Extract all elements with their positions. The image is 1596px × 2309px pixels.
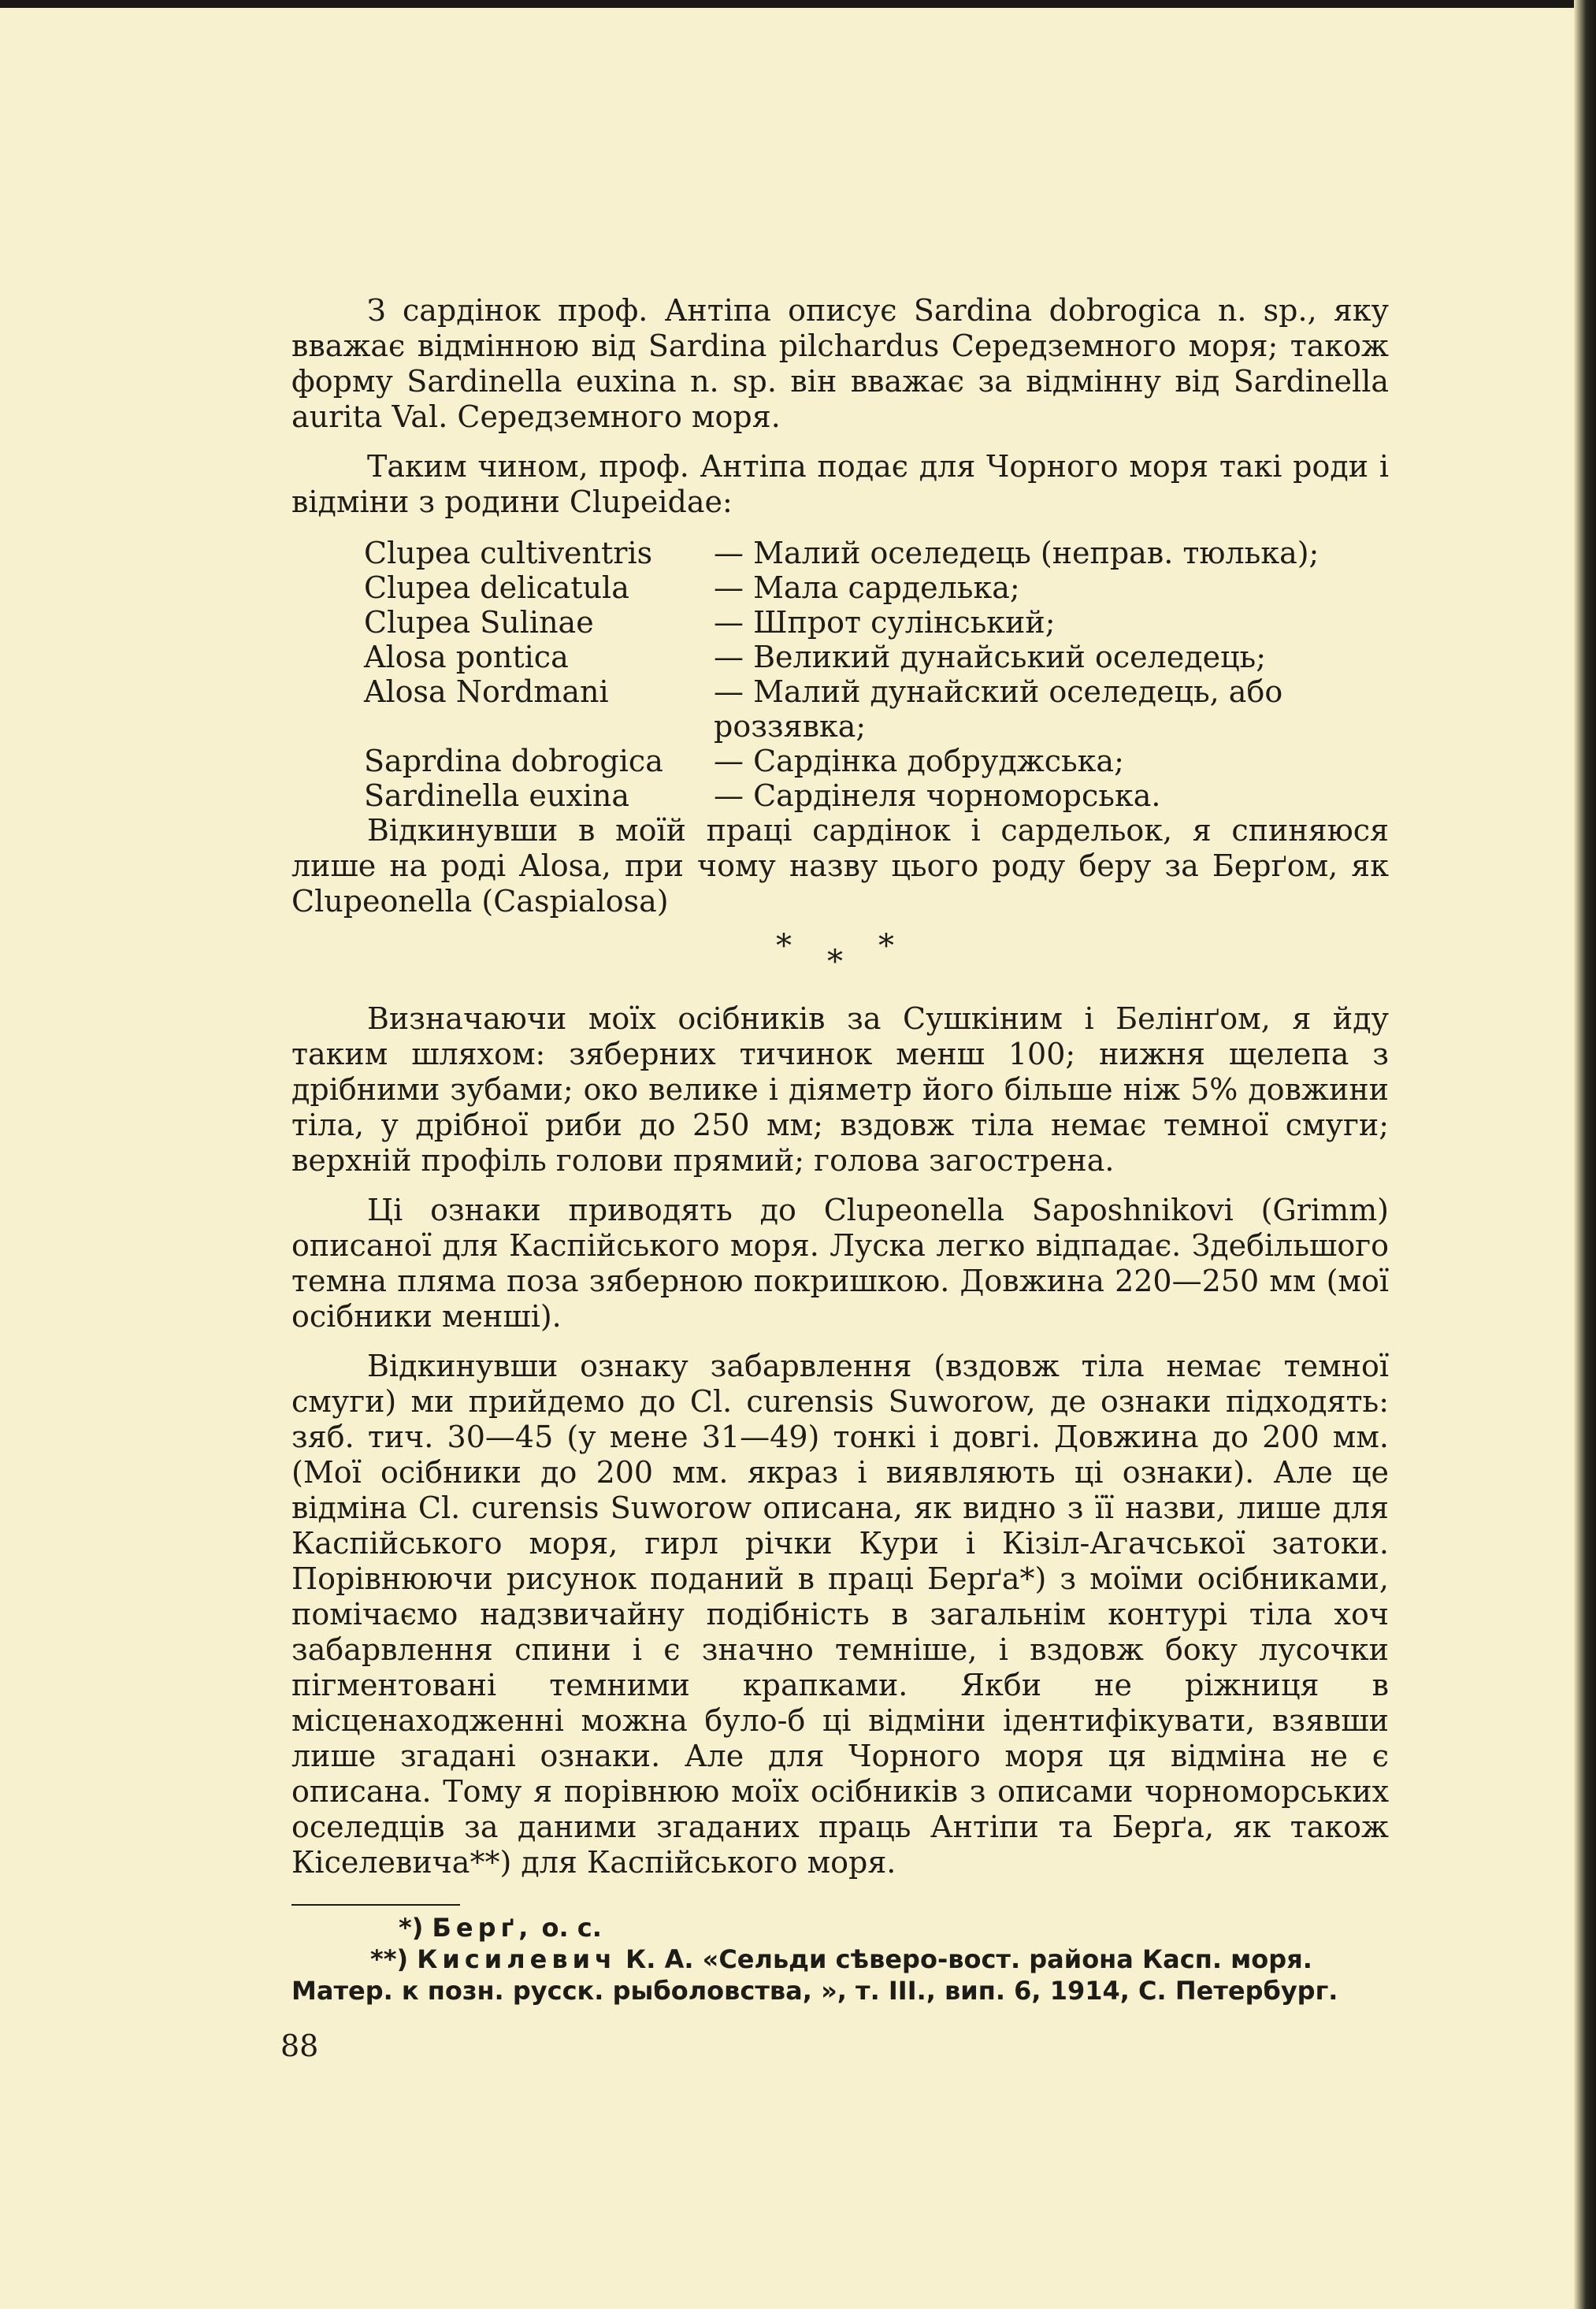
footnote-rule: [291, 1904, 460, 1906]
species-desc: — Сардінка добруджська;: [714, 744, 1124, 778]
footnote-1: [291, 1912, 1389, 1943]
species-name: Clupea cultiventris: [364, 536, 653, 570]
footnotes: [291, 1912, 1389, 2006]
species-list: [364, 536, 1389, 813]
asterisk: *: [827, 944, 843, 980]
species-desc: — Малий дунайский оселедець, або роззявка;: [714, 674, 1283, 744]
paragraph-identification: Визначаючи моїх осібників за Сушкіним і Белінґом, я йду таким шляхом: зяберних тичинок менш 100; нижня щелепа з дрібними зубами; око велике і діяметр його більше ніж 5% довжини тіла, у дрібної риби до 250 мм; вздовж тіла немає темної смуги; верхній профіль голови прямий; голова загострена.: [291, 1001, 1389, 1178]
paragraph-alosa: Відкинувши в моїй праці сардінок і сардельок, я спиняюся лише на роді Alosa, при чому назву цього роду беру за Берґом, як Clupeonella (Caspialosa): [291, 813, 1389, 919]
paragraph-curensis: Відкинувши ознаку забарвлення (вздовж тіла немає темної смуги) ми прийдемо до Cl. curensis Suworow, де ознаки підходять: зяб. тич. 30—45 (у мене 31—49) тонкі і довгі. Довжина до 200 мм. (Мої осібники до 200 мм. якраз і виявляють ці ознаки). Але це відміна Cl. curensis Suworow описана, як видно з її назви, лише для Каспійського моря, гирл річки Кури і Кізіл-Агачської затоки. Порівнюючи рисунок поданий в праці Берґа*) з моїми осібниками, помічаємо надзвичайну подібність в загальнім контурі тіла хоч забарвлення спини і є значно темніше, і вздовж боку лусочки пігментовані темними крапками. Якби не ріжниця в місценаходженні можна було-б ці відміни ідентифікувати, взявши лише згадані ознаки. Але для Чорного моря ця відміна не є описана. Тому я порівнюю моїх осібників з описами чорноморських оселедців за даними згаданих праць Антіпи та Берґа, як також Кіселевича**) для Каспійського моря.: [291, 1349, 1389, 1880]
section-separator: [291, 930, 1389, 1001]
footnote-text: о. с.: [541, 1913, 602, 1943]
species-desc: — Сардінеля чорноморська.: [714, 778, 1161, 813]
paragraph-sardines: З сардінок проф. Антіпа описує Sardina dobrogica n. sp., яку вважає відмінною від Sardina pilchardus Середземного моря; також форму Sardinella euxina n. sp. він вважає за відмінну від Sardinella aurita Val. Середземного моря.: [291, 293, 1389, 434]
footnote-mark: *): [399, 1913, 424, 1943]
species-name: Clupea Sulinae: [364, 605, 594, 640]
scan-top-edge: [0, 0, 1596, 8]
asterisk: *: [776, 928, 792, 964]
footnote-author: Берґ,: [432, 1913, 533, 1943]
scan-page-edge: [1574, 0, 1596, 2309]
species-desc: — Великий дунайський оселедець;: [714, 640, 1267, 674]
species-desc: — Мала сарделька;: [714, 570, 1020, 605]
paragraph-genera-intro: Таким чином, проф. Антіпа подає для Чорного моря такі роди і відміни з родини Clupeidae:: [291, 449, 1389, 519]
footnote-mark: **): [370, 1944, 409, 1974]
footnote-author: Кисилевич: [417, 1944, 617, 1974]
page-body: [291, 293, 1389, 2006]
footnote-text: К. А. «Сельди сѣверо-вост. района Касп. моря. Матер. к позн. русск. рыболовства, », т. III., вип. 6, 1914, С. Петербург.: [291, 1944, 1338, 2006]
species-desc: — Шпрот сулінський;: [714, 605, 1056, 640]
paragraph-saposhnikovi: Ці ознаки приводять до Clupeonella Saposhnikovi (Grimm) описаної для Каспійського моря. Луска легко відпадає. Здебільшого темна пляма поза зяберною покришкою. Довжина 220—250 мм (мої осібники менші).: [291, 1193, 1389, 1334]
species-name: Alosa Nordmani: [364, 674, 609, 709]
asterisk: *: [878, 928, 894, 964]
species-desc: — Малий оселедець (неправ. тюлька);: [714, 536, 1319, 570]
species-name: Saprdina dobrogica: [364, 744, 663, 778]
page-number: 88: [280, 2029, 319, 2063]
species-name: Sardinella euxina: [364, 778, 630, 813]
species-name: Alosa pontica: [364, 640, 569, 674]
species-name: Clupea delicatula: [364, 570, 629, 605]
footnote-2: [291, 1943, 1389, 2006]
